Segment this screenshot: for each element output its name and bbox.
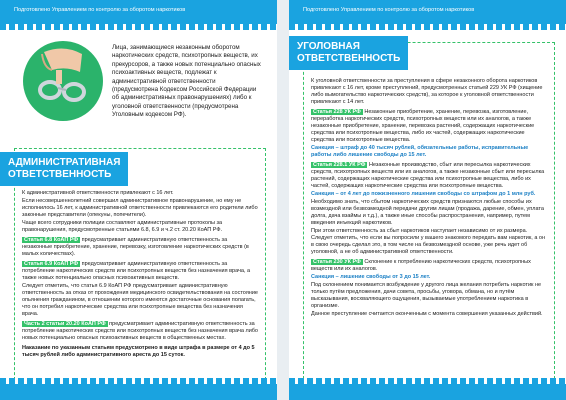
footer-bar xyxy=(289,384,566,400)
intro-paragraph: Лица, занимающиеся незаконным оборотом наркотических средств, психотропных веществ, их прекурсоров, а также новых потенциально опасных психоактивных веществ, подлежат к административной ответственности (предусмотрена Кодексом Российской Федерации об административных правонарушениях) либо к уголовной ответственности (предусмотрена Уголовным кодексом РФ). xyxy=(112,44,261,119)
header-bar xyxy=(289,0,566,24)
article-228-1-text: Незаконные производство, сбыт или пересылка наркотических средств, психотропных веществ или их аналогов, а также незаконные сбыт или пересылка растений, содержащих наркотические средства или психотропные вещества, либо их частей, содержащих наркотические средства или психотропные вещества. xyxy=(311,162,545,189)
article-230-paragraph xyxy=(311,259,547,273)
article-6-8-paragraph xyxy=(22,237,258,258)
handcuffs-illustration xyxy=(22,40,104,122)
article-228-text: Незаконные приобретение, хранение, перевозка, изготовление, переработка наркотических средств, психотропных веществ или их аналогов, а также незаконные приобретение, хранение, перевозка растений, содержащих наркотические средства или психотропные вещества, либо их частей, содержащих наркотические средства или психотропные вещества. xyxy=(311,109,535,143)
admin-age-paragraph: К административной ответственности привлекают с 16 лет. xyxy=(22,190,174,196)
article-228-tag: Статья 228 УК РФ xyxy=(313,109,361,115)
article-228-1-paragraph xyxy=(311,162,547,190)
admin-title-line1: АДМИНИСТРАТИВНАЯ xyxy=(8,157,121,168)
criminal-section-body xyxy=(311,78,547,319)
header-stripe xyxy=(0,24,277,30)
header-stripe xyxy=(289,24,566,30)
article-230-text: Склонение к потреблению наркотических средств, психотропных веществ или их аналогов. xyxy=(311,259,531,272)
criminal-section-title xyxy=(289,36,408,70)
article-228-1-sanction: Санкция – от 4 лет до пожизненного лишения свободы со штрафом до 1 млн руб. xyxy=(311,191,536,197)
article-20-20-text: предусматривает административную ответственность за потребление наркотических средств или психотропных веществ без назначения врача либо новых потенциально опасных психоактивных веществ в общественных местах. xyxy=(22,321,258,341)
article-20-20-tag: Часть 2 статьи 20.20 КоАП РФ xyxy=(24,321,106,327)
article-230-extra2: Данное преступление считается оконченным с момента совершения указанных действий. xyxy=(311,311,543,317)
article-228-sanction: Санкция – штраф до 40 тысяч рублей, обязательные работы, исправительные работы либо лишение свободы до 15 лет. xyxy=(311,145,529,158)
article-6-9-tag: Статья 6.9 КоАП РФ xyxy=(24,261,79,267)
article-228-paragraph xyxy=(311,109,547,144)
article-230-sanction: Санкция – лишение свободы от 3 до 15 лет. xyxy=(311,274,431,280)
left-page xyxy=(0,0,277,400)
article-230-extra1: Под склонением понимается возбуждение у другого лица желания потребить наркотик не только путём предложения, дачи совета, просьбы, уговора, обмана, но и путём высказывания, восхваляющего ощущения, вызываемые употреблением наркотика в организме. xyxy=(311,282,542,309)
article-6-9-text: предусматривает административную ответственность за потребление наркотических средств или психотропных веществ без назначения врача, а также новых потенциально опасных психоактивных веществ. xyxy=(22,261,251,281)
article-6-9-paragraph xyxy=(22,261,258,282)
footer-bar xyxy=(0,384,277,400)
article-230-tag: Статья 230 УК РФ xyxy=(313,259,361,265)
right-page xyxy=(289,0,566,400)
admin-section-body xyxy=(22,190,258,360)
criminal-title-line2: ОТВЕТСТВЕННОСТЬ xyxy=(297,53,401,64)
admin-section-title xyxy=(0,152,128,186)
article-20-20-paragraph xyxy=(22,321,258,342)
article-228-1-tag: Статья 228.1 УК РФ xyxy=(313,162,366,168)
article-6-9-extra: Следует отметить, что статья 6.9 КоАП РФ предусматривает административную ответственность за отказ от прохождения медицинского освидетельствования на состояние опьянения гражданином, в отношении которого имеются достаточные основания полагать, что он потребил наркотические средства или психотропные вещества без назначения врача. xyxy=(22,283,258,317)
header-bar xyxy=(0,0,277,24)
criminal-age-paragraph: К уголовной ответственности за преступления в сфере незаконного оборота наркотиков привлекают с 16 лет, кроме преступлений, предусмотренных статьей 229 УК РФ (хищение либо вымогательство наркотических средств), за которое к уголовной ответственности привлекают с 14 лет. xyxy=(311,78,543,105)
article-228-1-extra1: Необходимо знать, что сбытом наркотических средств признаются любые способы их возмездной или безвозмездной передачи другим лицам (продажа, дарение, обмен, уплата долга, дача взаймы и т.д.), а также иные способы распространения, например, путем введения инъекций наркотиков. xyxy=(311,199,544,226)
admin-articles-paragraph: Чаще всего сотрудники полиции составляют административные протоколы за правонарушения, предусмотренные статьями 6.8, 6.9 и ч.2 ст. 20.20 КоАП РФ. xyxy=(22,220,223,233)
article-228-1-extra2: При этом ответственность за сбыт наркотиков наступает независимо от их размера. Следует отметить, что если вы попросили у вашего знакомого передать вам наркотик, а он в свою очередь сделал это, в том числе на безвозмездной основе, уже речь идет об уголовной, а не об административной ответственности. xyxy=(311,228,545,255)
article-6-8-text: предусматривает административную ответственность за незаконные приобретение, хранение, перевозку, изготовление наркотических средств (в малых количествах). xyxy=(22,237,249,257)
header-text: Подготовлено Управлением по контролю за оборотом наркотиков xyxy=(303,7,475,13)
criminal-title-line1: УГОЛОВНАЯ xyxy=(297,41,360,52)
header-text: Подготовлено Управлением по контролю за оборотом наркотиков xyxy=(14,7,186,13)
article-6-8-tag: Статья 6.8 КоАП РФ xyxy=(24,237,79,243)
admin-penalty-paragraph: Наказание по указанным статьям предусмотрено в виде штрафа в размере от 4 до 5 тысяч рублей либо административного ареста до 15 суток. xyxy=(22,345,255,358)
admin-minors-paragraph: Если несовершеннолетний совершил административное правонарушение, но ему не исполнилось 16 лет, к административной ответственности привлекаются его родители либо законные представители (опекуны, попечители). xyxy=(22,198,258,218)
admin-title-line2: ОТВЕТСТВЕННОСТЬ xyxy=(8,169,112,180)
